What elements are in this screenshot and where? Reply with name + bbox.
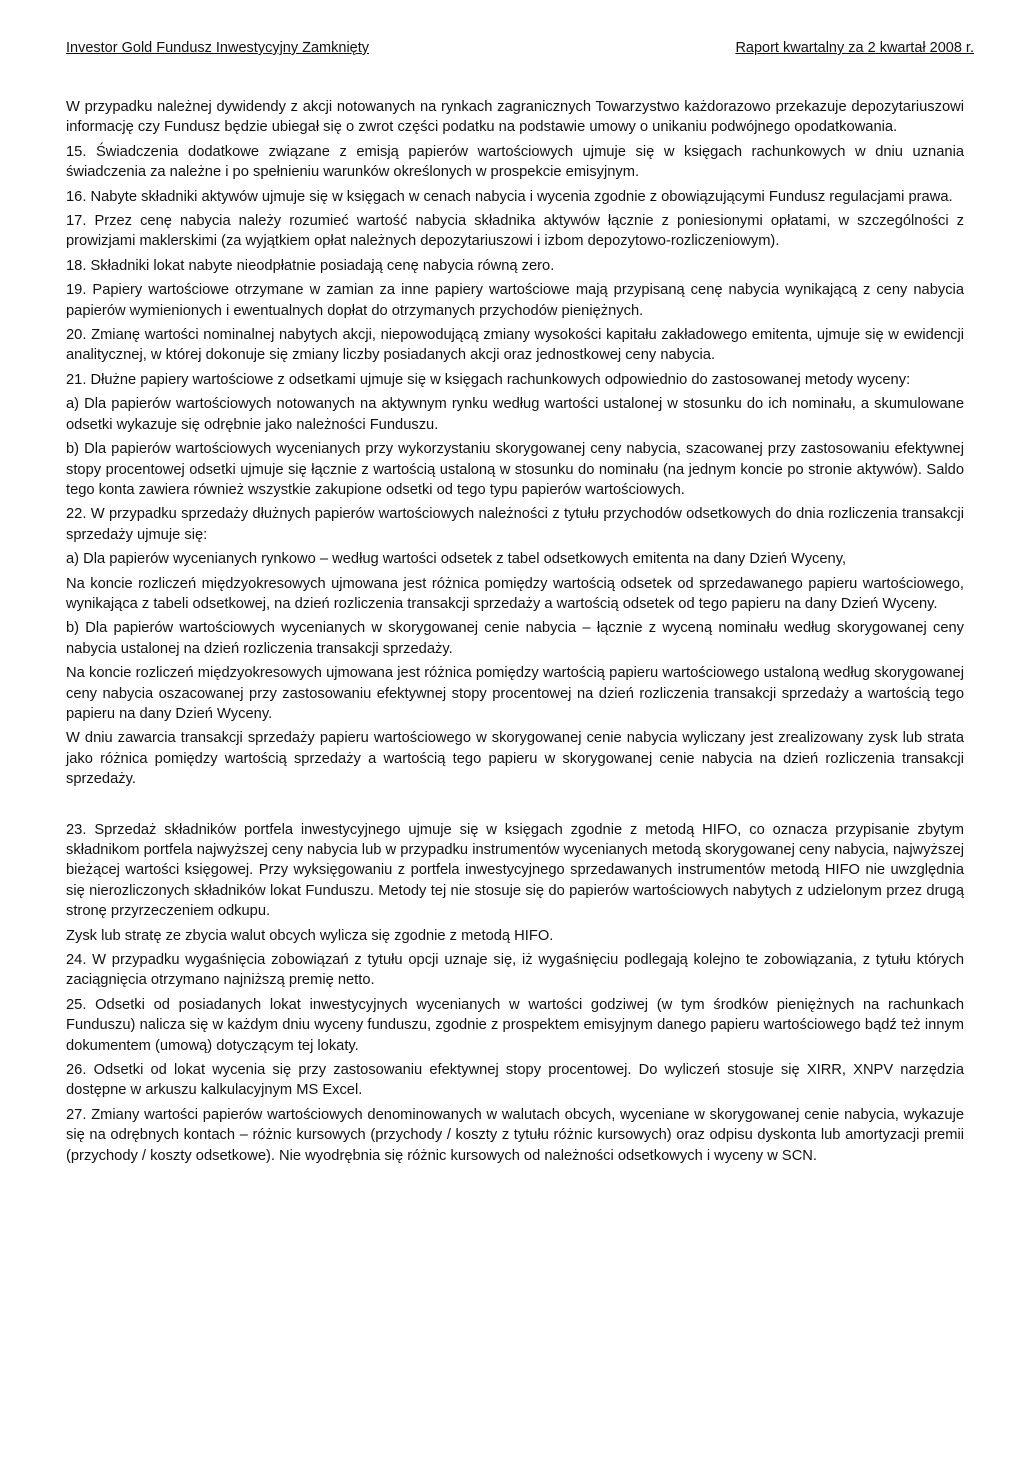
report-period-header: Raport kwartalny za 2 kwartał 2008 r.	[735, 40, 974, 56]
paragraph-20: 20. Zmianę wartości nominalnej nabytych akcji, niepowodującą zmiany wysokości kapitału zakładowego emitenta, ujmuje się w ewidencji analitycznej, w której dokonuje się zmiany liczby posiadanych akcji oraz jednostkowej ceny nabycia.	[66, 327, 964, 364]
paragraph-17: 17. Przez cenę nabycia należy rozumieć wartość nabycia składnika aktywów łącznie z poniesionymi opłatami, w szczególności z prowizjami maklerskimi (za wyjątkiem opłat należnych depozytariuszowi i izbom depozytowo-rozliczeniowym).	[66, 213, 964, 250]
paragraph-21: 21. Dłużne papiery wartościowe z odsetkami ujmuje się w księgach rachunkowych odpowiednio do zastosowanej metody wyceny:	[66, 371, 911, 388]
paragraph-22-a-note: Na koncie rozliczeń międzyokresowych ujmowana jest różnica pomiędzy wartością odsetek od sprzedawanego papieru wartościowego, wynikająca z tabeli odsetkowej, na dzień rozliczenia transakcji sprzedaży a wartością odsetek od tego papieru na dany Dzień Wyceny.	[66, 575, 964, 612]
paragraph-22-a: a) Dla papierów wycenianych rynkowo – według wartości odsetek z tabel odsetkowych emitenta na dany Dzień Wyceny,	[66, 551, 847, 568]
paragraph-27: 27. Zmiany wartości papierów wartościowych denominowanych w walutach obcych, wyceniane w skorygowanej cenie nabycia, wykazuje się na odrębnych kontach – różnic kursowych (przychody / koszty z tytułu różnic kursowych) oraz odpisu dyskonta lub amortyzacji premii (przychody / koszty odsetkowe). Nie wyodrębnia się różnic kursowych od należności odsetkowych i wyceny w SCN.	[66, 1106, 964, 1164]
document-body	[66, 97, 964, 1170]
paragraph-22-b-note: Na koncie rozliczeń międzyokresowych ujmowana jest różnica pomiędzy wartością papieru wartościowego ustaloną według skorygowanej ceny nabycia oszacowanej przy zastosowaniu efektywnej stopy procentowej na dzień rozliczenia transakcji sprzedaży a wartością tego papieru na dany Dzień Wyceny.	[66, 665, 964, 722]
page-header	[66, 40, 974, 62]
paragraph-24: 24. W przypadku wygaśnięcia zobowiązań z tytułu opcji uznaje się, iż wygaśnięciu podlegają kolejno te zobowiązania, z tytułu których zaciągnięcia otrzymano najniższą premię netto.	[66, 952, 964, 989]
paragraph-21-b: b) Dla papierów wartościowych wycenianych przy wykorzystaniu skorygowanej ceny nabycia, szacowanej przy zastosowaniu efektywnej stopy procentowej odsetki ujmuje się łącznie z wartością ustaloną w stosunku do nominału (na jednym koncie po stronie aktywów). Saldo tego konta zawiera również wszystkie zakupione odsetki od tego typu papierów wartościowych.	[66, 441, 964, 498]
paragraph-26: 26. Odsetki od lokat wycenia się przy zastosowaniu efektywnej stopy procentowej. Do wyliczeń stosuje się XIRR, XNPV narzędzia dostępne w arkuszu kalkulacyjnym MS Excel.	[66, 1062, 964, 1099]
paragraph-23: 23. Sprzedaż składników portfela inwestycyjnego ujmuje się w księgach zgodnie z metodą HIFO, co oznacza przypisanie zbytym składnikom portfela najwyższej ceny nabycia lub w przypadku instrumentów wycenianych metodą skorygowanej ceny nabycia, najwyższej bieżącej wartości księgowej. Przy wyksięgowaniu z portfela inwestycyjnego sprzedawanych instrumentów metodą HIFO nie uwzględnia się nierozliczonych składników lokat Funduszu. Metody tej nie stosuje się do papierów wartościowych nabytych z udzielonym przez drugą stronę przyrzeczeniem odkupu.	[66, 821, 964, 920]
paragraph-22-b: b) Dla papierów wartościowych wycenianych w skorygowanej cenie nabycia – łącznie z wyceną nominału według skorygowanej ceny nabycia ustalonej na dzień rozliczenia transakcji sprzedaży.	[66, 620, 964, 657]
paragraph-21-a: a) Dla papierów wartościowych notowanych na aktywnym rynku według wartości ustalonej w stosunku do ich nominału, a skumulowane odsetki wykazuje się odrębnie jako należności Funduszu.	[66, 396, 964, 433]
paragraph-18: 18. Składniki lokat nabyte nieodpłatnie posiadają cenę nabycia równą zero.	[66, 257, 555, 274]
paragraph-22-realized-gain: W dniu zawarcia transakcji sprzedaży papieru wartościowego w skorygowanej cenie nabycia wyliczany jest zrealizowany zysk lub strata jako różnica pomiędzy wartością sprzedaży a wartością tego papieru w skorygowanej cenie nabycia na dzień rozliczenia transakcji sprzedaży.	[66, 730, 964, 788]
paragraph-19: 19. Papiery wartościowe otrzymane w zamian za inne papiery wartościowe mają przypisaną cenę nabycia wynikającą z ceny nabycia papierów wymienionych i ewentualnych dopłat do otrzymanych przychodów pieniężnych.	[66, 282, 964, 319]
fund-name-header: Investor Gold Fundusz Inwestycyjny Zamknięty	[66, 40, 370, 56]
paragraph-22: 22. W przypadku sprzedaży dłużnych papierów wartościowych należności z tytułu przychodów odsetkowych do dnia rozliczenia transakcji sprzedaży ujmuje się:	[66, 506, 964, 543]
paragraph-23-fx: Zysk lub stratę ze zbycia walut obcych wylicza się zgodnie z metodą HIFO.	[66, 927, 554, 944]
paragraph-15: 15. Świadczenia dodatkowe związane z emisją papierów wartościowych ujmuje się w księgach rachunkowych w dniu uznania świadczenia za należne i po spełnieniu warunków określonych w prospekcie emisyjnym.	[66, 143, 964, 181]
paragraph-16: 16. Nabyte składniki aktywów ujmuje się w księgach w cenach nabycia i wycenia zgodnie z obowiązującymi Fundusz regulacjami prawa.	[66, 188, 953, 205]
paragraph-25: 25. Odsetki od posiadanych lokat inwestycyjnych wycenianych w wartości godziwej (w tym środków pieniężnych na rachunkach Funduszu) nalicza się w każdym dniu wyceny funduszu, zgodnie z prospektem emisyjnym danego papieru wartościowego bądź też innym dokumentem (umową) dotyczącym tej lokaty.	[66, 996, 964, 1054]
paragraph-dividend-info: W przypadku należnej dywidendy z akcji notowanych na rynkach zagranicznych Towarzystwo każdorazowo przekazuje depozytariuszowi informację czy Fundusz będzie ubiegał się o zwrot części podatku na podstawie umowy o unikaniu podwójnego opodatkowania.	[66, 99, 964, 136]
